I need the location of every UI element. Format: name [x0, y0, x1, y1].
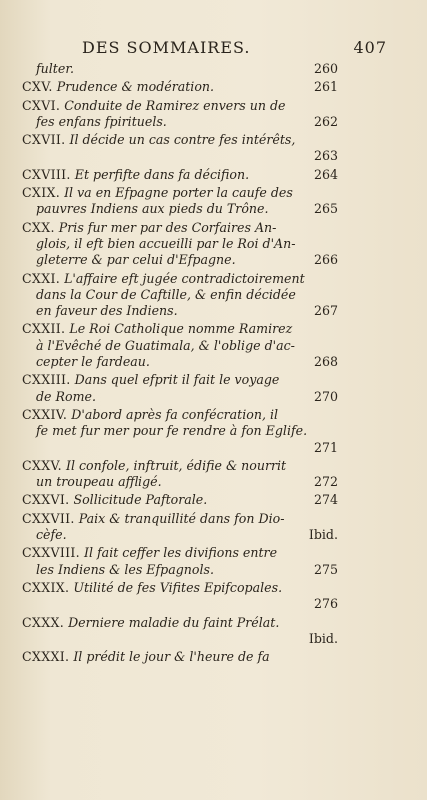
- entry-line: [22, 389, 338, 405]
- entry-text: Prudence & modération.: [56, 79, 215, 95]
- entry-text: Il confole, inftruit, édifie & nourrit: [65, 457, 287, 473]
- summary-entry: [22, 185, 338, 218]
- summary-entry: [22, 98, 338, 131]
- entry-page-ref: 266: [313, 252, 338, 268]
- entry-line: [22, 511, 338, 527]
- entry-text: Conduite de Ramirez envers un de: [64, 97, 286, 113]
- summary-entry: [22, 580, 338, 613]
- entry-line: [22, 321, 338, 337]
- entry-number: CXXIX.: [22, 579, 70, 595]
- entry-line: [22, 287, 338, 303]
- entry-text: L'affaire eft jugée contradictoirement: [64, 270, 305, 286]
- entry-text: fulter.: [36, 61, 74, 76]
- entry-number: CXVIII.: [22, 166, 71, 182]
- entry-number: CXXX.: [22, 614, 65, 630]
- summary-entry: [22, 492, 338, 508]
- entry-page-ref: 264: [313, 166, 338, 182]
- entry-text: cèfe.: [36, 527, 67, 543]
- summary-entry: [22, 511, 338, 544]
- entry-page-ref: 270: [313, 388, 338, 404]
- entry-text: gleterre & par celui d'Efpagne.: [36, 252, 236, 268]
- entry-line: [22, 98, 338, 114]
- entry-line: [22, 338, 338, 354]
- entry-text: Paix & tranquillité dans fon Dio-: [78, 510, 285, 526]
- summary-entry: [22, 167, 338, 183]
- entry-text: D'abord après fa confécration, il: [71, 406, 279, 422]
- entry-text: les Indiens & les Efpagnols.: [36, 561, 214, 577]
- running-header: [62, 38, 387, 58]
- entry-line: [22, 201, 338, 217]
- entry-page-ref: 261: [313, 79, 338, 95]
- entry-line: [22, 236, 338, 252]
- entry-text: [36, 440, 40, 455]
- summary-entry: [22, 321, 338, 370]
- entry-page-ref: 272: [313, 474, 338, 490]
- entry-line: [22, 220, 338, 236]
- entry-line: [22, 440, 338, 456]
- entry-line: [22, 649, 338, 665]
- entry-line: [22, 458, 338, 474]
- entry-number: CXVII.: [22, 132, 66, 148]
- entry-text: Dans quel efprit il fait le voyage: [74, 372, 280, 388]
- entry-page-ref: 263: [313, 148, 338, 164]
- entry-line: [22, 114, 338, 130]
- summary-entry: [22, 61, 338, 77]
- entry-line: [22, 474, 338, 490]
- entry-number: CXXV.: [22, 457, 62, 473]
- entry-text: [36, 596, 40, 611]
- entry-line: [22, 61, 338, 77]
- entry-number: CXV.: [22, 79, 53, 95]
- entry-text: Il décide un cas contre fes intérêts,: [69, 132, 296, 148]
- entry-text: en faveur des Indiens.: [36, 303, 178, 319]
- entry-line: [22, 580, 338, 596]
- entry-line: [22, 185, 338, 201]
- summary-entry: [22, 458, 338, 491]
- entry-text: dans la Cour de Caftille, & enfin décidée: [36, 286, 296, 302]
- summary-entry: [22, 79, 338, 95]
- entry-text: fe met fur mer pour fe rendre à fon Eglife.: [36, 423, 308, 439]
- entry-text: Il va en Efpagne porter la caufe des: [64, 185, 293, 201]
- entry-text: un troupeau affligé.: [36, 474, 162, 490]
- entry-text: à l'Evêché de Guatimala, & l'oblige d'ac-: [36, 337, 295, 353]
- entry-text: Utilité de fes Vifites Epifcopales.: [73, 579, 283, 595]
- entry-text: Pris fur mer par des Corfaires An-: [58, 219, 277, 235]
- entry-number: CXXXI.: [22, 649, 70, 665]
- entry-text: Derniere maladie du faint Prélat.: [68, 614, 280, 630]
- entry-text: Il prédit le jour & l'heure de fa: [73, 649, 270, 665]
- entry-number: CXXVIII.: [22, 545, 80, 561]
- summary-entry: [22, 271, 338, 320]
- summary-list: [22, 61, 338, 667]
- entry-text: [36, 631, 40, 646]
- entry-line: [22, 407, 338, 423]
- entry-line: [22, 252, 338, 268]
- summary-entry: [22, 372, 338, 405]
- entry-page-ref: 265: [313, 201, 338, 217]
- entry-text: cepter le fardeau.: [36, 354, 150, 370]
- entry-page-ref: 268: [313, 354, 338, 370]
- entry-text: Et perfifte dans fa décifion.: [74, 166, 250, 182]
- entry-line: [22, 372, 338, 388]
- entry-text: de Rome.: [36, 388, 96, 404]
- summary-entry: [22, 545, 338, 578]
- entry-page-ref: 267: [313, 303, 338, 319]
- entry-text: [36, 148, 40, 163]
- entry-number: CXXVII.: [22, 510, 75, 526]
- entry-line: [22, 545, 338, 561]
- entry-number: CXX.: [22, 219, 55, 235]
- header-title: DES SOMMAIRES.: [82, 38, 251, 57]
- entry-page-ref: 260: [313, 61, 338, 76]
- entry-line: [22, 527, 338, 543]
- entry-page-ref: 262: [313, 113, 338, 129]
- entry-page-ref: Ibid.: [308, 527, 338, 543]
- entry-number: CXIX.: [22, 185, 61, 201]
- entry-number: CXXIV.: [22, 406, 68, 422]
- summary-entry: [22, 220, 338, 269]
- entry-line: [22, 615, 338, 631]
- entry-number: CXVI.: [22, 97, 61, 113]
- summary-entry: [22, 615, 338, 648]
- entry-number: CXXIII.: [22, 372, 71, 388]
- header-page-number: 407: [353, 38, 387, 57]
- entry-line: [22, 631, 338, 647]
- entry-page-ref: 276: [313, 596, 338, 612]
- entry-line: [22, 492, 338, 508]
- entry-line: [22, 562, 338, 578]
- entry-line: [22, 167, 338, 183]
- entry-page-ref: 274: [313, 492, 338, 508]
- entry-line: [22, 132, 338, 148]
- summary-entry: [22, 649, 338, 665]
- entry-text: Le Roi Catholique nomme Ramirez: [69, 321, 293, 337]
- entry-text: Il fait ceffer les divifions entre: [84, 545, 278, 561]
- summary-entry: [22, 407, 338, 456]
- entry-number: CXXII.: [22, 321, 66, 337]
- entry-line: [22, 271, 338, 287]
- entry-text: pauvres Indiens aux pieds du Trône.: [36, 201, 269, 217]
- entry-line: [22, 148, 338, 164]
- entry-text: glois, il eft bien accueilli par le Roi d'An-: [36, 235, 296, 251]
- entry-line: [22, 79, 338, 95]
- entry-page-ref: 275: [313, 561, 338, 577]
- entry-line: [22, 596, 338, 612]
- entry-line: [22, 354, 338, 370]
- entry-page-ref: Ibid.: [308, 630, 338, 646]
- entry-text: fes enfans fpirituels.: [36, 113, 167, 129]
- entry-page-ref: 271: [313, 439, 338, 455]
- entry-number: CXXVI.: [22, 492, 70, 508]
- entry-number: CXXI.: [22, 270, 61, 286]
- entry-text: Sollicitude Paftorale.: [73, 492, 208, 508]
- entry-line: [22, 303, 338, 319]
- entry-line: [22, 423, 338, 439]
- summary-entry: [22, 132, 338, 165]
